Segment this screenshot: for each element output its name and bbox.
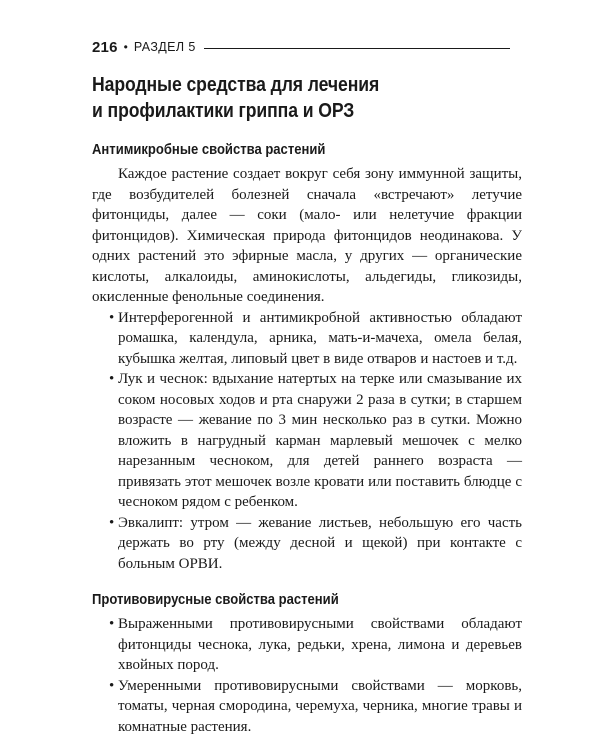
- antimicrobial-list: [92, 308, 522, 575]
- list-item: [92, 513, 522, 575]
- list-item-text: Умеренными противовирусными свойствами — морковь, томаты, черная смородина, черемуха, черника, многие травы и комнатные растения.: [118, 677, 522, 735]
- antiviral-list: [92, 614, 522, 737]
- article-title-line1: Народные средства для лечения: [92, 74, 380, 96]
- bullet-icon: •: [109, 514, 115, 531]
- list-item: [92, 614, 522, 676]
- section-heading-antimicrobial: Антимикробные свойства растений: [92, 142, 326, 158]
- list-item: [92, 676, 522, 738]
- article-title: [92, 72, 523, 124]
- page-number: 216: [92, 38, 118, 56]
- list-item-text: Лук и чеснок: вдыхание натертых на терке или смазывание их соком носовых ходов и рта снаружи 2 раза в сутки; в старшем возрасте — жевание по 3 мин несколько раз в сутки. Можно вложить в нагрудный карман марлевый мешочек с мелко нарезанным чесноком, для детей раннего возраста — привязать этот мешочек возле кровати или поставить блюдце с чесноком рядом с ребенком.: [118, 371, 522, 510]
- article-title-line2: и профилактики гриппа и ОРЗ: [92, 100, 355, 122]
- list-item-text: Выраженными противовирусными свойствами обладают фитонциды чеснока, лука, редьки, хрена, лимона и деревьев хвойных пород.: [118, 616, 522, 673]
- section-heading-antiviral: Противовирусные свойства растений: [92, 592, 339, 608]
- header-rule: [204, 48, 510, 49]
- section-label: РАЗДЕЛ 5: [133, 40, 196, 54]
- list-item-text: Интерферогенной и антимикробной активностью обладают ромашка, календула, арника, мать-и-мачеха, омела белая, кубышка желтая, липовый цвет в виде отваров и настоев и т.д.: [118, 309, 522, 367]
- intro-paragraph: Каждое растение создает вокруг себя зону иммунной защиты, где возбудителей болезней сначала «встречают» летучие фитонциды, далее — соки (мало- или нелетучие фракции фитонцидов). Химическая природа фитонцидов неодинакова. У одних растений это эфирные масла, у других — органические кислоты, алкалоиды, аминокислоты, альдегиды, гликозиды, окисленные фенольные соединения.: [92, 166, 522, 305]
- running-header: [92, 36, 510, 58]
- header-separator: •: [123, 40, 128, 54]
- bullet-icon: •: [109, 309, 115, 326]
- list-item: [92, 369, 522, 513]
- list-item-text: Эвкалипт: утром — жевание листьев, небольшую его часть держать во рту (между десной и щекой) при контакте с больным ОРВИ.: [118, 514, 522, 572]
- page-content: [92, 72, 522, 737]
- bullet-icon: •: [109, 371, 115, 387]
- bullet-icon: •: [109, 616, 115, 632]
- list-item: [92, 308, 522, 370]
- section-antiviral-body: [92, 614, 522, 737]
- bullet-icon: •: [109, 677, 115, 694]
- section-antimicrobial-body: [92, 164, 522, 574]
